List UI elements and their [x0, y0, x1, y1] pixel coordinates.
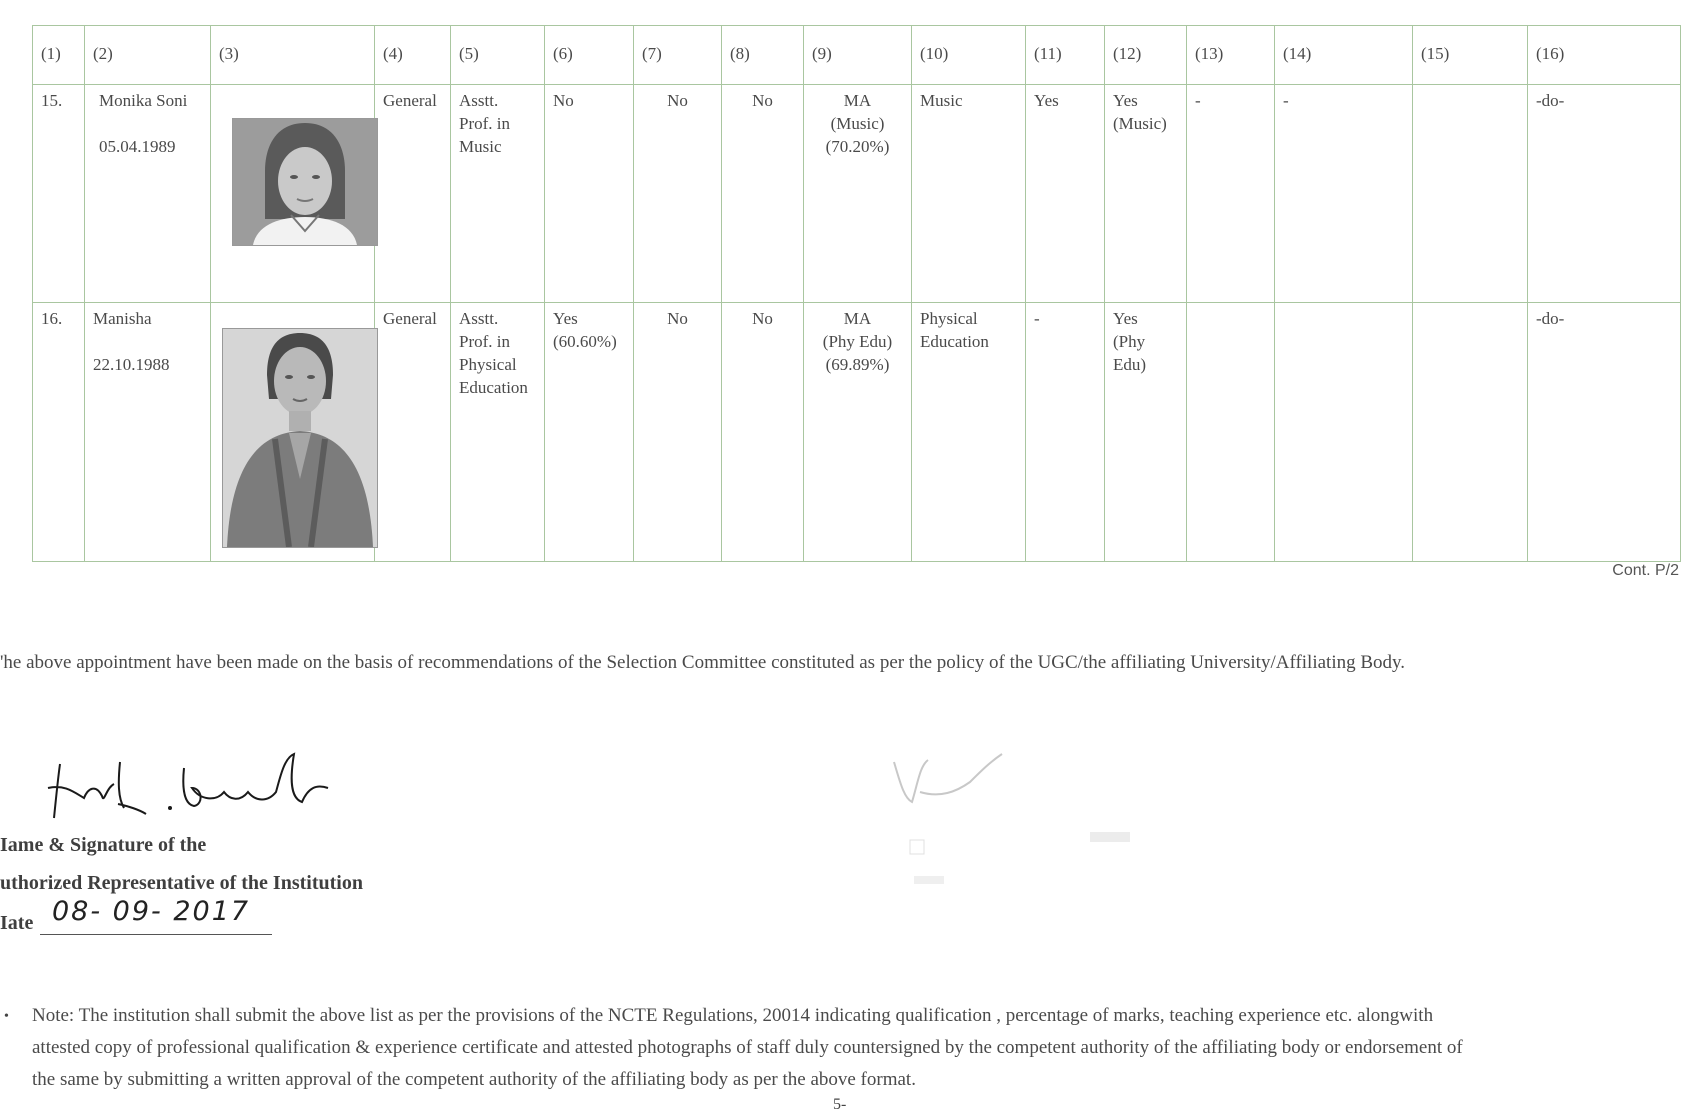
- header-cell: (11): [1026, 26, 1105, 85]
- col13-value: -: [1187, 85, 1275, 303]
- category: General: [375, 85, 451, 303]
- header-cell: (2): [85, 26, 211, 85]
- category: General: [375, 303, 451, 562]
- serial-number: 16.: [33, 303, 85, 562]
- header-cell: (3): [211, 26, 375, 85]
- note-line: the same by submitting a written approval of the competent authority of the affiliating body as per the above format.: [32, 1069, 916, 1090]
- signature-label-line1: Iame & Signature of the: [0, 834, 207, 856]
- handwritten-signature: [44, 748, 344, 833]
- col16-value: -do-: [1528, 85, 1681, 303]
- col15-value: [1413, 303, 1528, 562]
- header-cell: (9): [804, 26, 912, 85]
- header-cell: (8): [722, 26, 804, 85]
- date-underline: [40, 934, 272, 935]
- header-cell: (7): [634, 26, 722, 85]
- candidate-name: Manisha: [93, 309, 152, 328]
- header-cell: (15): [1413, 26, 1528, 85]
- col12-value: Yes (Music): [1105, 85, 1187, 303]
- col7-value: No: [634, 303, 722, 562]
- header-cell: (1): [33, 26, 85, 85]
- col11-value: Yes: [1026, 85, 1105, 303]
- col6-value: No: [545, 85, 634, 303]
- header-cell: (12): [1105, 26, 1187, 85]
- candidate-photo: [222, 328, 378, 548]
- qualification: MA (Music) (70.20%): [804, 85, 912, 303]
- name-dob-cell: [85, 85, 211, 303]
- table-header-row: [33, 26, 1681, 85]
- header-cell: (10): [912, 26, 1026, 85]
- post: Asstt. Prof. in Music: [451, 85, 545, 303]
- header-cell: (14): [1275, 26, 1413, 85]
- candidate-name: Monika Soni: [99, 91, 188, 110]
- header-cell: (16): [1528, 26, 1681, 85]
- note-line: attested copy of professional qualification & experience certificate and attested photographs of staff duly countersigned by the competent authority of the affiliating body or endorsement of: [32, 1037, 1463, 1058]
- subject: Physical Education: [912, 303, 1026, 562]
- col14-value: [1275, 303, 1413, 562]
- note-paragraph: [32, 1000, 1692, 1096]
- note-bullet-icon: •: [4, 1009, 9, 1024]
- col14-value: -: [1275, 85, 1413, 303]
- col8-value: No: [722, 85, 804, 303]
- subject: Music: [912, 85, 1026, 303]
- header-cell: (6): [545, 26, 634, 85]
- col12-value: Yes (Phy Edu): [1105, 303, 1187, 562]
- serial-number: 15.: [33, 85, 85, 303]
- col6-value: Yes (60.60%): [545, 303, 634, 562]
- col13-value: [1187, 303, 1275, 562]
- continued-note: Cont. P/2: [1612, 562, 1679, 579]
- col16-value: -do-: [1528, 303, 1681, 562]
- col8-value: No: [722, 303, 804, 562]
- header-cell: (5): [451, 26, 545, 85]
- note-line: Note: The institution shall submit the above list as per the provisions of the NCTE Regulations, 20014 indicating qualification , percentage of marks, teaching experience etc. alongwith: [32, 1005, 1434, 1026]
- post: Asstt. Prof. in Physical Education: [451, 303, 545, 562]
- col15-value: [1413, 85, 1528, 303]
- signature-label-line2: uthorized Representative of the Institution: [0, 872, 363, 894]
- faded-countersignature: [890, 752, 1150, 907]
- candidate-dob: 05.04.1989: [99, 137, 176, 156]
- candidate-dob: 22.10.1988: [93, 355, 170, 374]
- header-cell: (13): [1187, 26, 1275, 85]
- header-cell: (4): [375, 26, 451, 85]
- date-value: 08- 09- 2017: [52, 896, 251, 927]
- candidate-photo: [232, 118, 378, 246]
- page-number: 5-: [833, 1096, 847, 1113]
- col7-value: No: [634, 85, 722, 303]
- date-label: Iate: [0, 912, 34, 934]
- col11-value: -: [1026, 303, 1105, 562]
- qualification: MA (Phy Edu) (69.89%): [804, 303, 912, 562]
- name-dob-cell: [85, 303, 211, 562]
- appointment-statement: 'he above appointment have been made on the basis of recommendations of the Selection Committee constituted as per the policy of the UGC/the affiliating University/Affiliating Body.: [0, 652, 1406, 673]
